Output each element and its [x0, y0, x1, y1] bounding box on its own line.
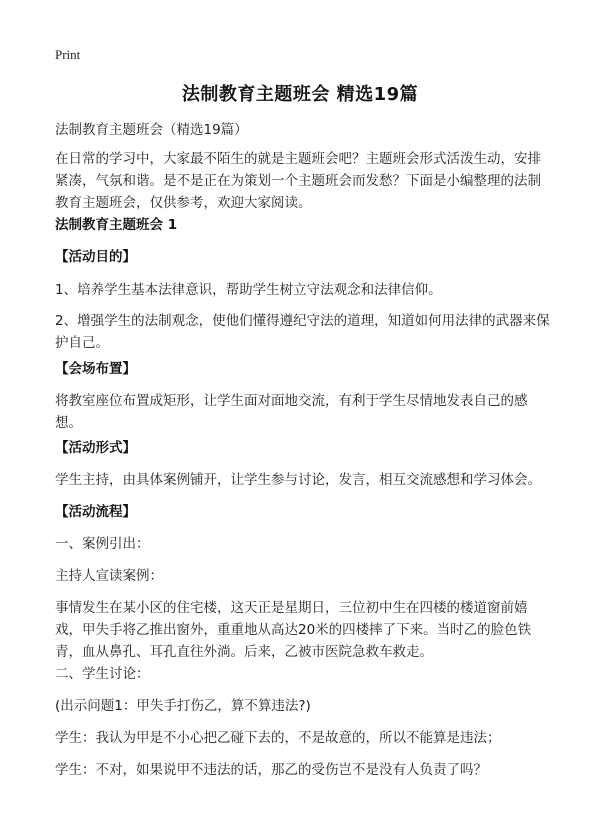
- step-1: 一、案例引出：: [55, 536, 150, 552]
- heading-process: 【活动流程】: [55, 504, 136, 520]
- student-answer-2: 学生：不对，如果说甲不违法的话，那乙的受伤岂不是没有人负责了吗？: [55, 762, 487, 778]
- print-label: Print: [55, 47, 81, 62]
- heading-venue: 【会场布置】: [55, 361, 136, 377]
- heading-form: 【活动形式】: [55, 440, 136, 456]
- page-title: 法制教育主题班会 精选19篇: [181, 84, 419, 105]
- heading-goal: 【活动目的】: [55, 249, 136, 265]
- question-1: (出示问题1：甲失手打伤乙，算不算违法?): [55, 698, 311, 714]
- section-title: 法制教育主题班会 1: [55, 217, 178, 233]
- goal-item-2: 2、增强学生的法制观念，使他们懂得遵纪守法的道理，知道如何用法律的武器来保护自己。: [55, 313, 550, 351]
- host-reads: 主持人宣读案例：: [55, 568, 163, 584]
- case-paragraph: 事情发生在某小区的住宅楼，这天正是星期日，三位初中生在四楼的楼道窗前嬉戏，甲失手将乙推出窗外，重重地从高达20米的四楼摔了下来。当时乙的脸色铁青，血从鼻孔、耳孔直往外淌。后来，乙被市医院急救车救走。: [55, 600, 532, 660]
- subtitle: 法制教育主题班会（精选19篇）: [55, 122, 248, 138]
- step-2: 二、学生讨论：: [55, 666, 150, 682]
- intro-paragraph: 在日常的学习中，大家最不陌生的就是主题班会吧？主题班会形式活泼生动，安排紧凑，气氛和谐。是不是正在为策划一个主题班会而发愁？下面是小编整理的法制教育主题班会，仅供参考，欢迎大家阅读。: [55, 151, 541, 211]
- venue-paragraph: 将教室座位布置成矩形，让学生面对面地交流，有利于学生尽情地发表自己的感想。: [55, 393, 528, 431]
- student-answer-1: 学生：我认为甲是不小心把乙碰下去的，不是故意的，所以不能算是违法；: [55, 730, 501, 746]
- goal-item-1: 1、培养学生基本法律意识，帮助学生树立守法观念和法律信仰。: [55, 282, 442, 298]
- form-paragraph: 学生主持，由具体案例铺开，让学生参与讨论，发言，相互交流感想和学习体会。: [55, 472, 541, 488]
